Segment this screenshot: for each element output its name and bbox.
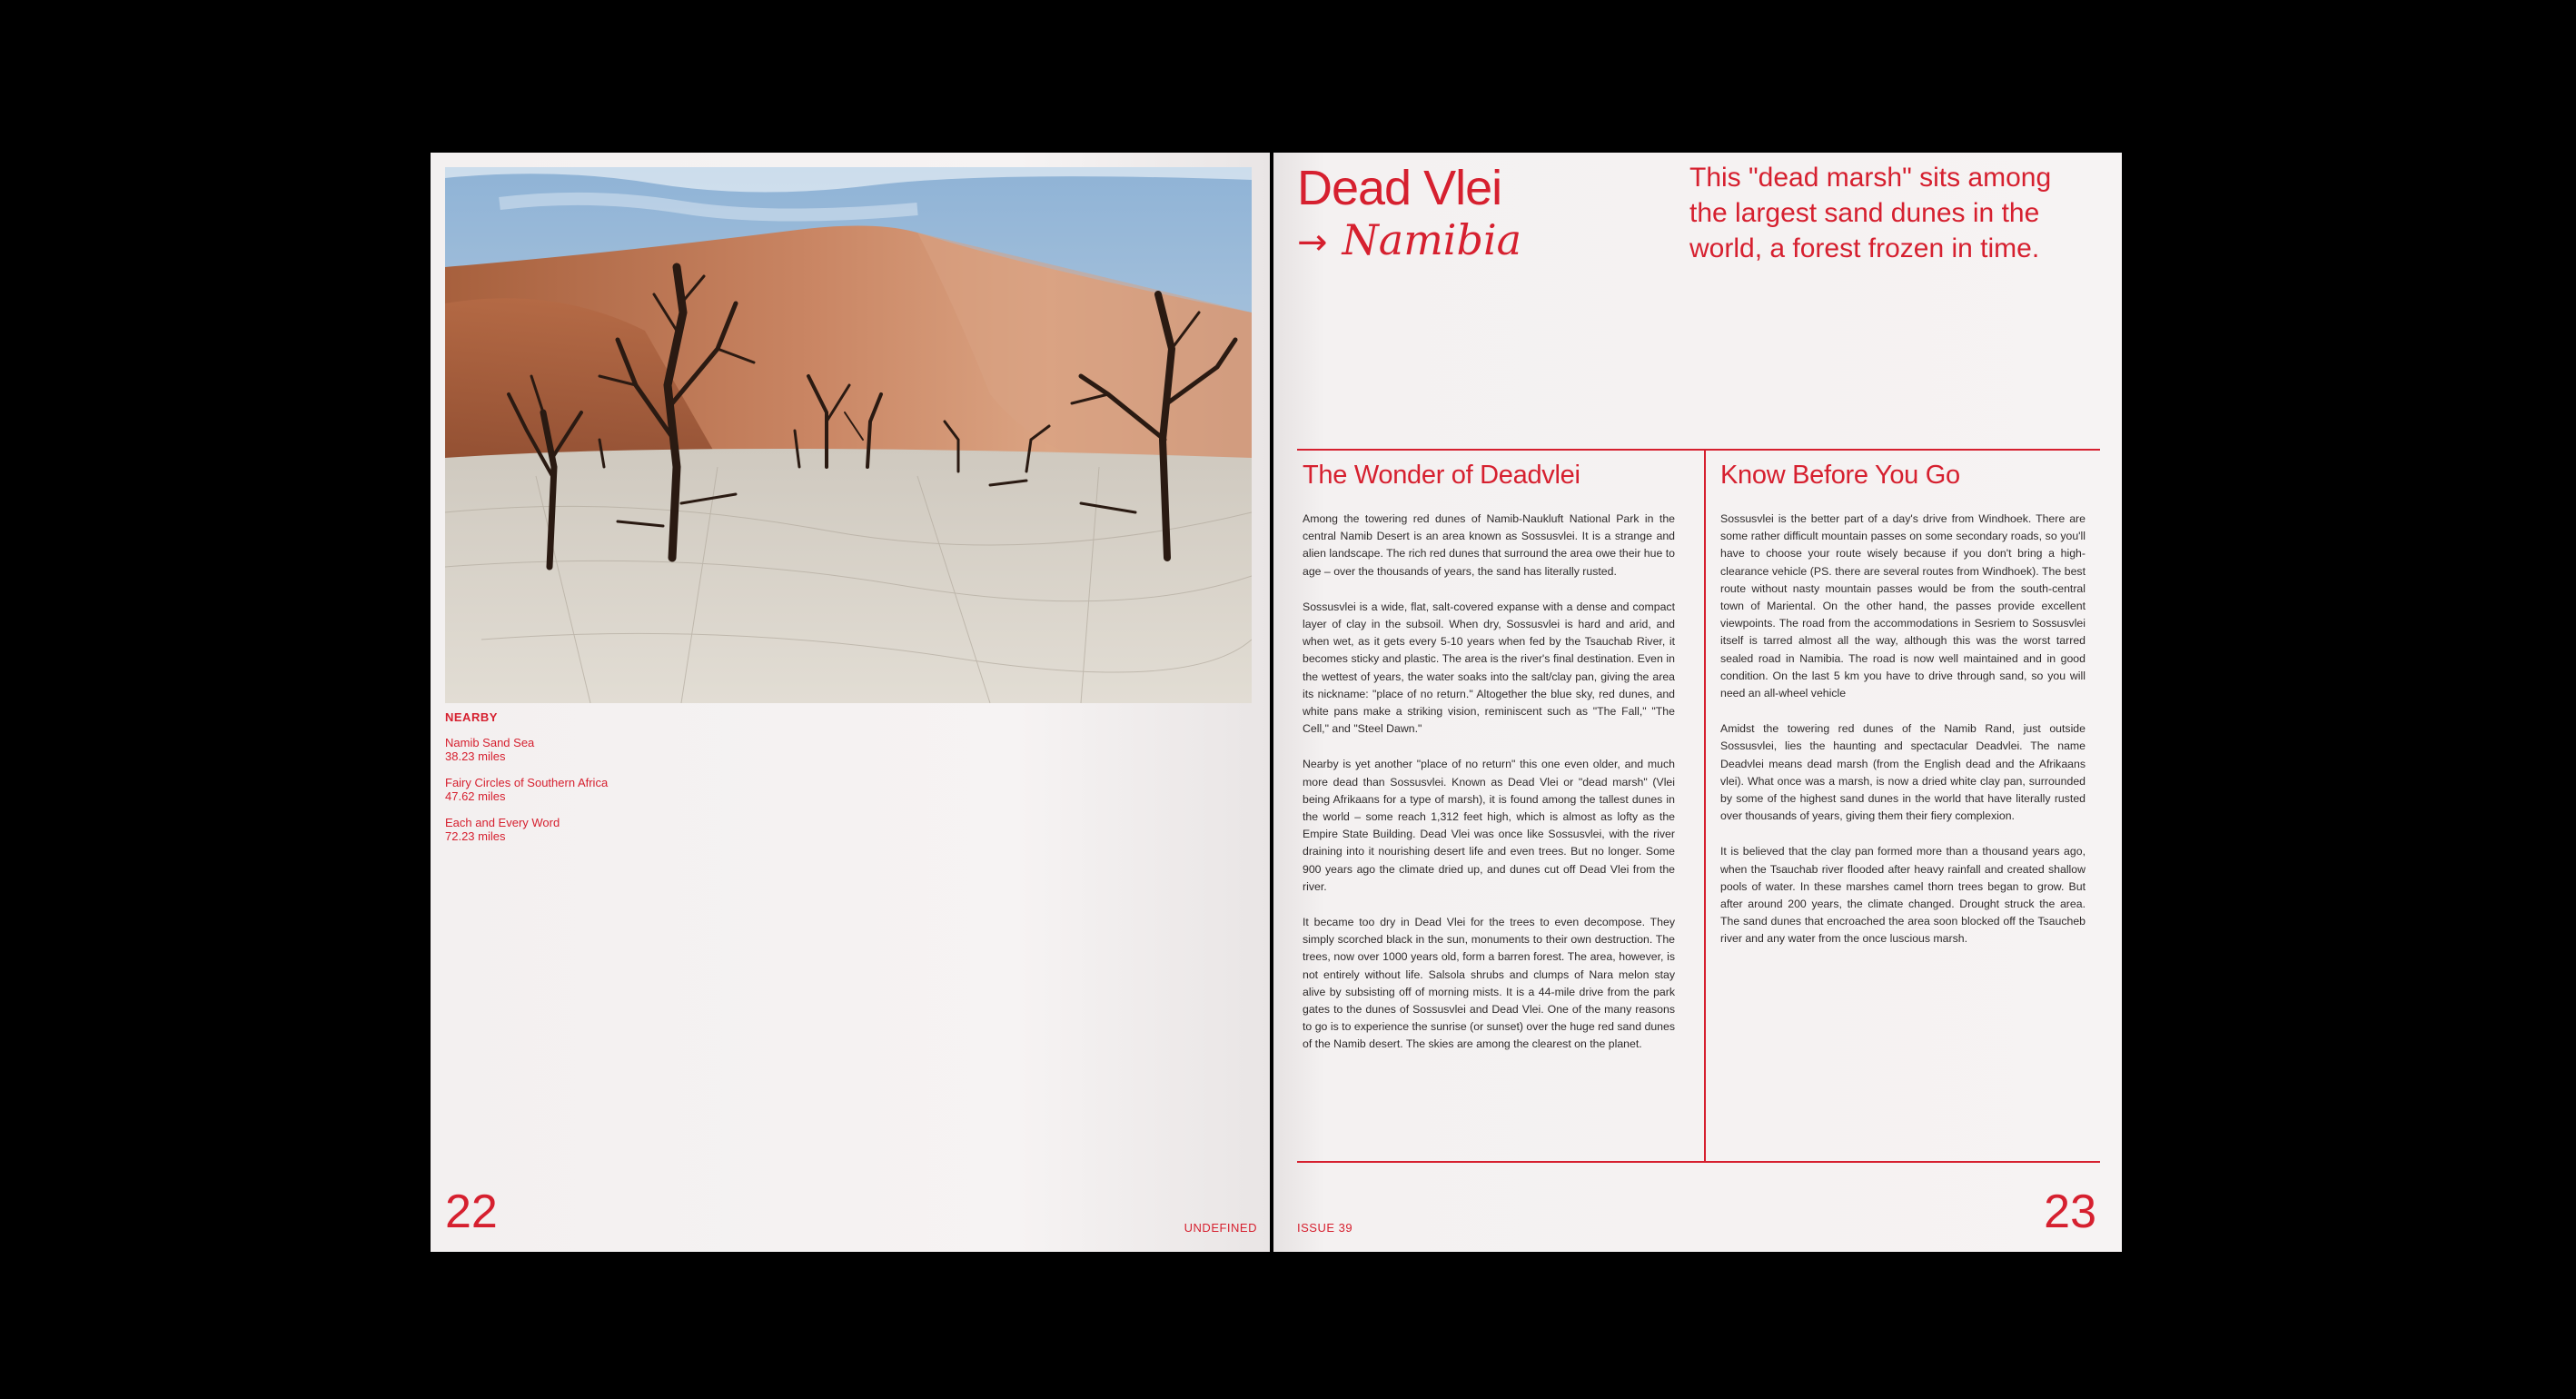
nearby-item-name: Fairy Circles of Southern Africa [445, 776, 609, 789]
dead-vlei-photo [445, 167, 1252, 703]
nearby-item[interactable] [445, 816, 718, 843]
article-subtitle [1297, 214, 1521, 268]
column-divider [1704, 449, 1706, 1163]
column-know-before-you-go [1720, 449, 2086, 967]
running-footer-left: UNDEFINED [1184, 1221, 1257, 1235]
left-page [431, 153, 1270, 1252]
column-body [1303, 511, 1675, 1054]
nearby-item[interactable] [445, 776, 718, 803]
nearby-item-name: Each and Every Word [445, 816, 560, 829]
column-wonder-of-deadvlei [1303, 449, 1675, 1072]
arrow-right-icon: → [1297, 222, 1328, 263]
page-number-left: 22 [445, 1186, 498, 1238]
running-footer-right: ISSUE 39 [1297, 1221, 1353, 1235]
paragraph: It is believed that the clay pan formed more than a thousand years ago, when the Tsauchab river flooded after heavy rainfall and created shallow pools of water. In these marshes camel thorn trees began to grow. But after around 200 years, the climate changed. Drought struck the area. The sand dunes that encroached the area soon blocked off the Tsaucheb river and any water from the once luscious marsh. [1720, 845, 2086, 946]
paragraph: Sossusvlei is a wide, flat, salt-covered expanse with a dense and compact layer of clay in the subsoil. When dry, Sossusvlei is hard and arid, and when wet, as it gets every 5-10 years when fed by the Tsauchab River, it becomes sticky and plastic. The area is the river's final destination. Even in the wettest of years, the water soaks into the salt/clay pan, giving the area its nickname: "place of no return." Altogether the blue sky, red dunes, and white pans make a striking vision, reminiscent such as "The Fall," "The Cell," and "Steel Dawn." [1303, 600, 1675, 736]
paragraph: Sossusvlei is the better part of a day's drive from Windhoek. There are some rather difficult mountain passes on some secondary roads, so you'll have to choose your route wisely because if you don't bring a high-clearance vehicle (PS. there are several routes from Windhoek). The best route without nasty mountain passes would be from the south-central town of Mariental. On the other hand, the passes provide excellent viewpoints. The road from the accommodations in Sesriem to Sossusvlei itself is tarred almost all the way, although this was the worst tarred sealed road in Namibia. The road is now well maintained and in good condition. On the last 5 km you have to drive through sand, so you will need an all-wheel vehicle [1720, 512, 2086, 700]
nearby-item-distance: 72.23 miles [445, 829, 506, 843]
column-heading: Know Before You Go [1720, 461, 1960, 490]
paragraph: Among the towering red dunes of Namib-Naukluft National Park in the central Namib Desert is an area known as Sossusvlei. It is a strange and alien landscape. The rich red dunes that surround the area owe their hue to age – over the thousands of years, the sand has literally rusted. [1303, 512, 1675, 578]
subtitle-location: Namibia [1342, 215, 1522, 264]
article-title: Dead Vlei [1297, 161, 1502, 215]
nearby-list [445, 736, 718, 856]
article-tagline: This "dead marsh" sits among the largest sand dunes in the world, a forest frozen in time. [1689, 163, 2052, 263]
paragraph: Amidst the towering red dunes of the Namib Rand, just outside Sossusvlei, lies the haunting and spectacular Deadvlei. The name Deadvlei means dead marsh (from the English dead and the Afrikaans vlei). What once was a marsh, is now a dried white clay pan, surrounded by some of the highest sand dunes in the world that have literally rusted over thousands of years, giving them their fiery complexion. [1720, 722, 2086, 823]
column-heading: The Wonder of Deadvlei [1303, 461, 1580, 490]
right-page [1273, 153, 2122, 1252]
nearby-item[interactable] [445, 736, 718, 763]
paragraph: It became too dry in Dead Vlei for the trees to even decompose. They simply scorched black in the sun, monuments to their own destruction. The trees, now over 1000 years old, form a barren forest. The area, however, is not entirely without life. Salsola shrubs and clumps of Nara melon stay alive by subsisting off of morning mists. It is a 44-mile drive from the park gates to the dunes of Sossusvlei and Dead Vlei. One of the many reasons to go is to experience the sunrise (or sunset) over the huge red sand dunes of the Namib desert. The skies are among the clearest on the planet. [1303, 916, 1675, 1051]
nearby-item-distance: 38.23 miles [445, 749, 506, 763]
paragraph: Nearby is yet another "place of no return" this one even older, and much more dead than Sossusvlei. Known as Dead Vlei or "dead marsh" (Vlei being Afrikaans for a type of marsh), it is found among the tallest dunes in the world – some reach 1,312 feet high, which is almost as lofty as the Empire State Building. Dead Vlei was once like Sossusvlei, with the river draining into it nourishing desert life and even trees. But no longer. Some 900 years ago the climate dried up, and dunes cut off Dead Vlei from the river. [1303, 758, 1675, 893]
page-number-right: 23 [2044, 1186, 2096, 1238]
nearby-item-distance: 47.62 miles [445, 789, 506, 803]
magazine-spread [431, 153, 2122, 1252]
nearby-item-name: Namib Sand Sea [445, 736, 535, 749]
nearby-heading: NEARBY [445, 710, 498, 724]
bottom-divider [1297, 1161, 2100, 1163]
column-body [1720, 511, 2086, 948]
